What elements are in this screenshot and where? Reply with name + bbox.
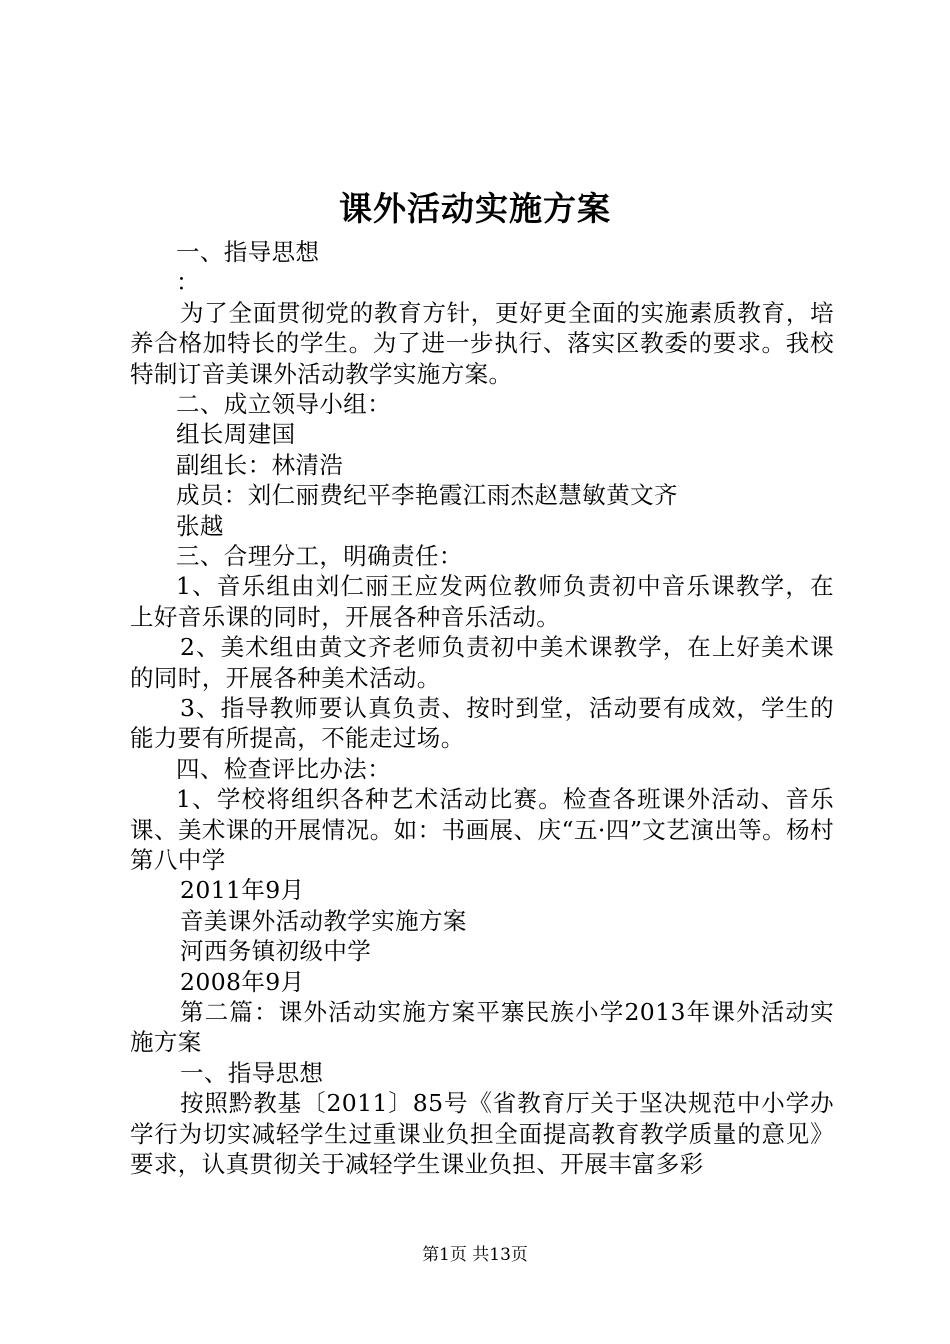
- paragraph-second-article: 第二篇：课外活动实施方案平寨民族小学2013年课外活动实施方案: [130, 997, 834, 1057]
- heading-leadership-group: 二、成立领导小组：: [176, 390, 392, 418]
- paragraph-competitions: 1、学校将组织各种艺术活动比赛。检查各班课外活动、音乐课、美术课的开展情况。如：书画展、庆“五·四”文艺演出等。杨村第八中学: [130, 785, 834, 874]
- date-2011: 2011年9月: [180, 876, 305, 905]
- deputy-leader: 副组长：林清浩: [176, 450, 344, 479]
- document-body: [130, 237, 834, 1179]
- heading-guiding-ideology: 一、指导思想: [176, 238, 320, 266]
- colon-line: ：: [176, 268, 200, 297]
- paragraph-policy: 按照黔教基〔2011〕85号《省教育厅关于坚决规范中小学办学行为切实减轻学生过重课业负担全面提高教育教学质量的意见》要求，认真贯彻关于减轻学生课业负担、开展丰富多彩: [130, 1089, 834, 1178]
- paragraph-purpose: 为了全面贯彻党的教育方针，更好更全面的实施素质教育，培养合格加特长的学生。为了进一步执行、落实区教委的要求。我校特制订音美课外活动教学实施方案。: [130, 298, 834, 388]
- heading-guiding-ideology-2: 一、指导思想: [180, 1058, 324, 1087]
- subtitle-music-art-plan: 音美课外活动教学实施方案: [180, 906, 467, 935]
- paragraph-music-group: 1、音乐组由刘仁丽王应发两位教师负责初中音乐课教学，在上好音乐课的同时，开展各种音乐活动。: [130, 572, 834, 631]
- page-footer: 第1页 共13页: [422, 1245, 528, 1265]
- document-title: 课外活动实施方案: [339, 189, 611, 228]
- school-name: 河西务镇初级中学: [180, 937, 372, 966]
- group-leader: 组长周建国: [176, 420, 296, 449]
- group-members: 成员：刘仁丽费纪平李艳霞江雨杰赵慧敏黄文齐: [176, 481, 678, 510]
- heading-division-of-labor: 三、合理分工，明确责任：: [176, 541, 463, 570]
- date-2008: 2008年9月: [180, 967, 305, 996]
- heading-evaluation: 四、检查评比办法：: [176, 754, 392, 783]
- paragraph-instructors: 3、指导教师要认真负责、按时到堂，活动要有成效，学生的能力要有所提高，不能走过场。: [130, 693, 834, 753]
- group-members-continued: 张越: [176, 511, 224, 540]
- paragraph-art-group: 2、美术组由黄文齐老师负责初中美术课教学，在上好美术课的同时，开展各种美术活动。: [130, 633, 834, 692]
